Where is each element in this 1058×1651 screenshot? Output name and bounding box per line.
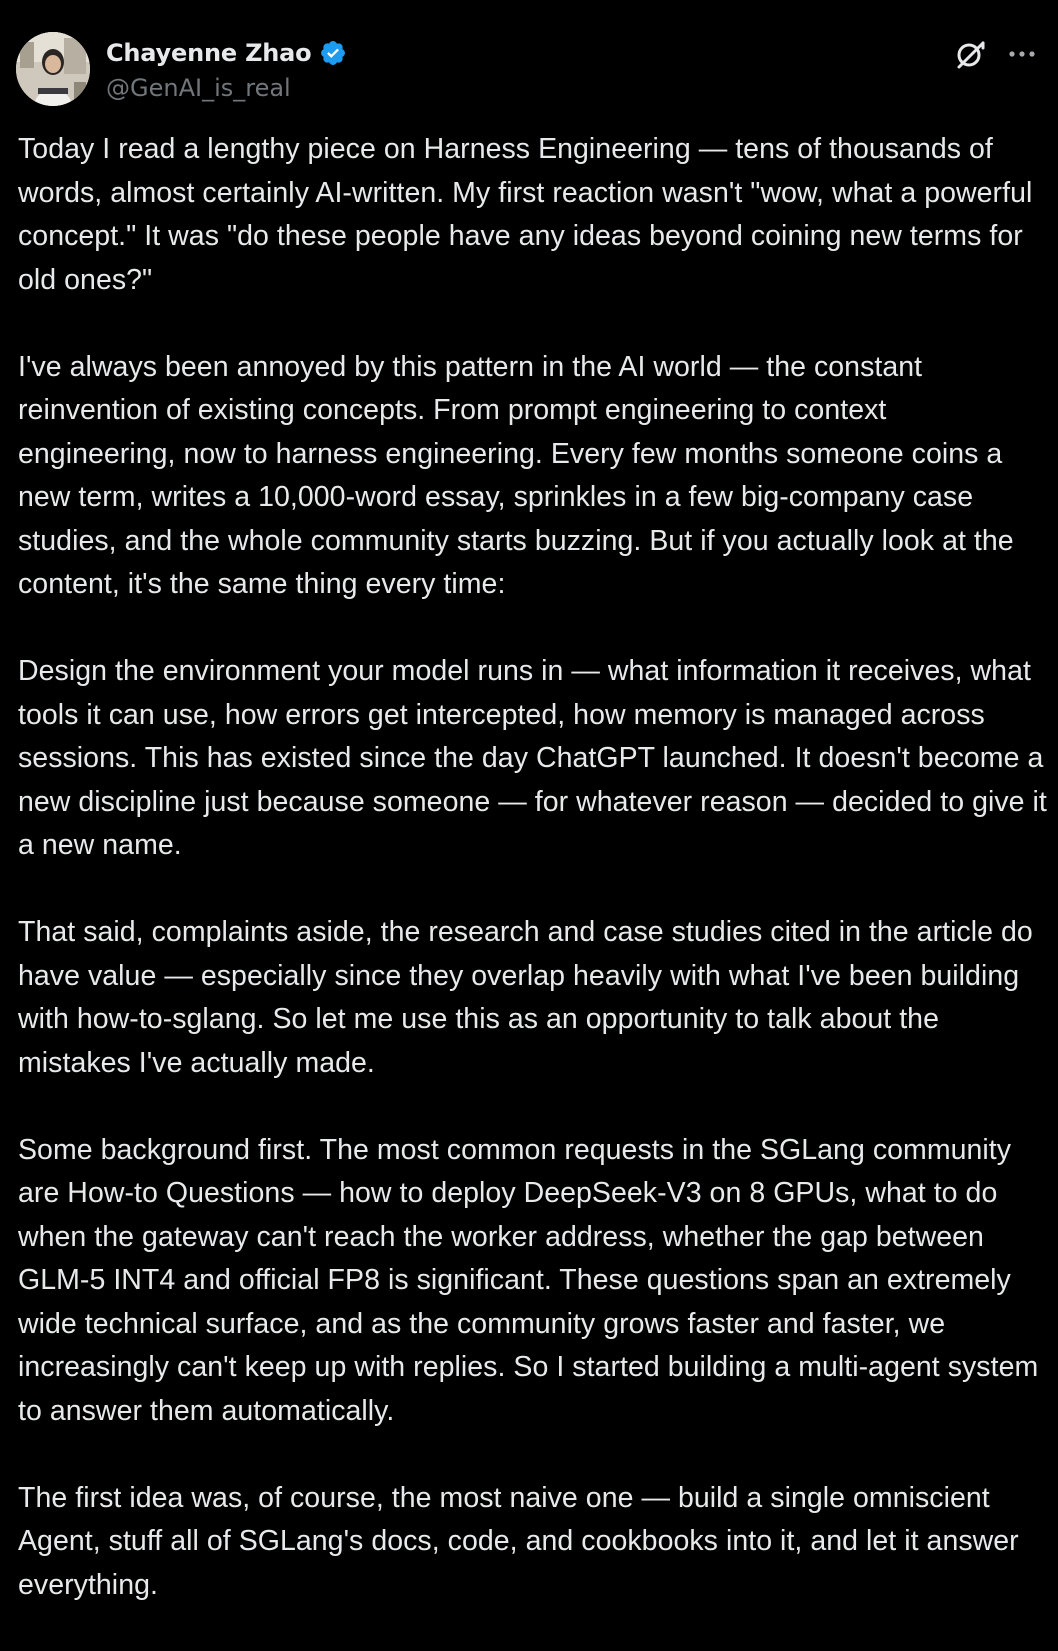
post-actions (950, 34, 1042, 74)
verified-badge-icon (319, 39, 347, 67)
post-header (16, 32, 1042, 106)
post-paragraph-3: Design the environment your model runs in — what information it receives, what tools it can use, how errors get intercepted, how memory is managed across sessions. This has existed since the day ChatGPT launched. It doesn't become a new discipline just because someone — for whatever reason — decided to give it a new name. (18, 655, 1055, 861)
display-name[interactable]: Chayenne Zhao (106, 39, 312, 67)
post-paragraph-4: That said, complaints aside, the research and case studies cited in the article do have value — especially since they overlap heavily with what I've been building with how-to-sglang. So let me use this as an opportunity to talk about the mistakes I've actually made. (18, 916, 1041, 1079)
grok-button[interactable] (950, 34, 990, 74)
name-row (106, 36, 347, 70)
more-options-button[interactable] (1002, 34, 1042, 74)
post-paragraph-5: Some background first. The most common requests in the SGLang community are How-to Questions — how to deploy DeepSeek-V3 on 8 GPUs, what to do when the gateway can't reach the worker address, whether the gap between GLM-5 INT4 and official FP8 is significant. These questions span an extremely wide technical surface, and as the community grows faster and faster, we increasingly can't keep up with replies. So I started building a multi-agent system to answer them automatically. (18, 1133, 1047, 1427)
user-handle[interactable]: @GenAI_is_real (106, 74, 291, 102)
post-paragraph-6: The first idea was, of course, the most naive one — build a single omniscient Agent, stuff all of SGLang's docs, code, and cookbooks into it, and let it answer everything. (18, 1481, 1027, 1601)
avatar-image (16, 32, 90, 106)
more-icon (1008, 50, 1036, 58)
post-paragraph-1: Today I read a lengthy piece on Harness Engineering — tens of thousands of words, almost certainly AI-written. My first reaction wasn't "wow, what a powerful concept." It was "do these people have any ideas beyond coining new terms for old ones?" (18, 133, 1041, 296)
avatar[interactable] (16, 32, 90, 106)
grok-icon (953, 37, 987, 71)
post-text (18, 128, 1055, 1651)
author-info (106, 36, 347, 102)
post-paragraph-2: I've always been annoyed by this pattern in the AI world — the constant reinvention of existing concepts. From prompt engineering to context engineering, now to harness engineering. Every few months someone coins a new term, writes a 10,000-word essay, sprinkles in a few big-company case studies, and the whole community starts buzzing. But if you actually look at the content, it's the same thing every time: (18, 350, 1022, 600)
